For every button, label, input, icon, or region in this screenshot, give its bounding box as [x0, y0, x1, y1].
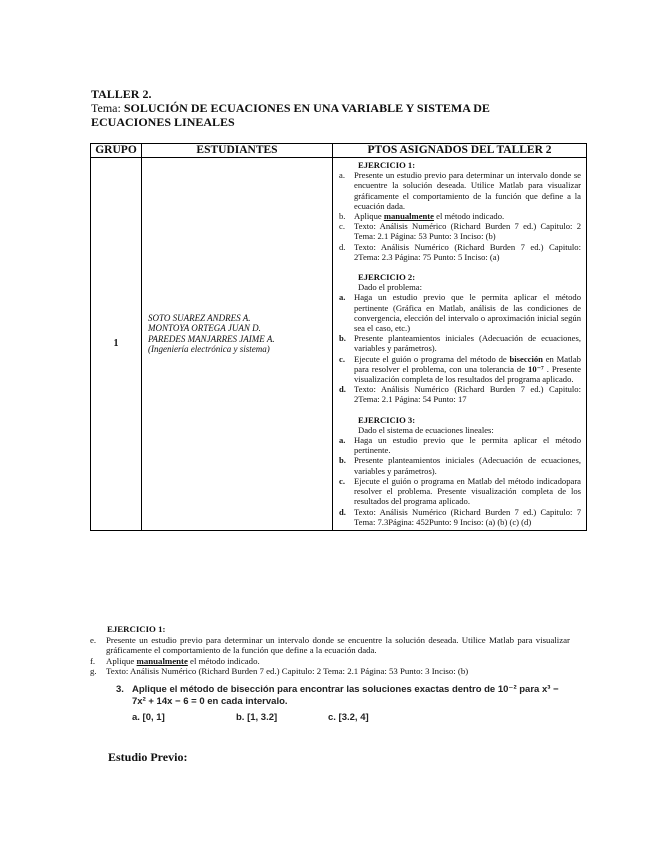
exercise-1	[336, 160, 581, 262]
list-item: d. Texto: Análisis Numérico (Richard Burden 7 ed.) Capitulo: 2Tema: 2.1 Página: 54 Punto: 17	[339, 384, 581, 405]
list-item: c. Texto: Análisis Numérico (Richard Burden 7 ed.) Capitulo: 2 Tema: 2.1 Página: 53 Punto: 3 Inciso: (b)	[339, 221, 581, 242]
group-number: 1	[91, 158, 142, 531]
option-a: a. [0, 1]	[132, 712, 165, 723]
list-item: b. Presente planteamientos iniciales (Adecuación de ecuaciones, variables y parámetros).	[339, 455, 581, 476]
document-header	[91, 87, 571, 129]
list-item: b. Presente planteamientos iniciales (Adecuación de ecuaciones, variables y parámetros).	[339, 333, 581, 354]
assignment-table	[90, 143, 587, 531]
exercise-title: EJERCICIO 2:	[358, 272, 416, 283]
exercise-2	[336, 272, 581, 405]
taller-title: TALLER 2.	[91, 87, 152, 101]
student-name: PAREDES MANJARRES JAIME A.	[148, 333, 275, 344]
exercise-intro: Dado el sistema de ecuaciones lineales:	[358, 424, 494, 435]
exercise-1-section	[90, 624, 570, 677]
exercises-cell	[333, 158, 587, 531]
list-item: e. Presente un estudio previo para determinar un intervalo donde se encuentre la solución deseada. Utilice Matlab para visualizar gráficamente el comportamiento de la función que define a la ecuación dada.	[90, 634, 570, 655]
list-item: d. Texto: Análisis Numérico (Richard Burden 7 ed.) Capitulo: 7 Tema: 7.3Página: 452Punto: 9 Inciso: (a) (b) (c) (d)	[339, 506, 581, 527]
list-item: b. Aplique manualmente el método indicado.	[339, 211, 505, 222]
tema-line: Tema: SOLUCIÓN DE ECUACIONES EN UNA VARIABLE Y SISTEMA DE	[91, 101, 490, 115]
tema-line-2: ECUACIONES LINEALES	[91, 115, 235, 129]
list-item: a. Presente un estudio previo para determinar un intervalo donde se encuentre la solución deseada. Utilice Matlab para visualizar gráficamente el comportamiento de la función que define a la ecuación dada.	[339, 170, 581, 211]
problem-text: Aplique el método de bisección para encontrar las soluciones exactas dentro de 10⁻² para x³ −	[132, 684, 559, 695]
list-item: c. Ejecute el guión o programa en Matlab del método indicadopara resolver el problema. Presente visualización completa de los resultados del programa aplicado.	[339, 475, 581, 507]
list-item: f. Aplique manualmente el método indicado.	[90, 655, 260, 666]
option-b: b. [1, 3.2]	[236, 712, 278, 723]
student-name: MONTOYA ORTEGA JUAN D.	[148, 323, 261, 334]
col-estudiantes: ESTUDIANTES	[142, 144, 333, 158]
list-item: a. Haga un estudio previo que le permita aplicar el método pertinente.	[339, 435, 581, 456]
problem-options	[116, 712, 559, 724]
exercise-title: EJERCICIO 1:	[358, 160, 416, 170]
section-title: EJERCICIO 1:	[107, 624, 166, 634]
list-item: a. Haga un estudio previo que le permita aplicar el método pertinente (Gráfica en Matlab, análisis de las condiciones de convergencia, elección del intervalo o aproximación inicial según sea el caso, etc.)	[339, 292, 581, 334]
problem-excerpt	[116, 684, 559, 724]
student-program: (Ingeniería electrónica y sistema)	[148, 344, 270, 355]
list-item: c. Ejecute el guión o programa del método de bisección en Matlab para resolver el problema, con una tolerancia de 10⁻⁷ . Presente visualización completa de los resultados del programa aplicado.	[339, 353, 581, 385]
exercise-3	[336, 415, 581, 527]
col-grupo: GRUPO	[91, 144, 142, 158]
col-ptos: PTOS ASIGNADOS DEL TALLER 2	[333, 144, 587, 158]
exercise-intro: Dado el problema:	[358, 282, 422, 293]
list-item: g. Texto: Análisis Numérico (Richard Burden 7 ed.) Capitulo: 2 Tema: 2.1 Página: 53 Punto: 3 Inciso: (b)	[90, 666, 469, 676]
list-item: d. Texto: Análisis Numérico (Richard Burden 7 ed.) Capitulo: 2Tema: 2.3 Página: 75 Punto: 5 Inciso: (a)	[339, 241, 581, 262]
student-name: SOTO SUAREZ ANDRES A.	[148, 312, 251, 323]
estudio-previo-heading: Estudio Previo:	[108, 750, 188, 764]
problem-equation: 7x² + 14x − 6 = 0 en cada intervalo.	[132, 696, 288, 707]
option-c: c. [3.2, 4]	[328, 712, 369, 723]
exercise-title: EJERCICIO 3:	[358, 414, 416, 425]
students-cell	[142, 158, 333, 531]
problem-number: 3.	[116, 684, 124, 695]
